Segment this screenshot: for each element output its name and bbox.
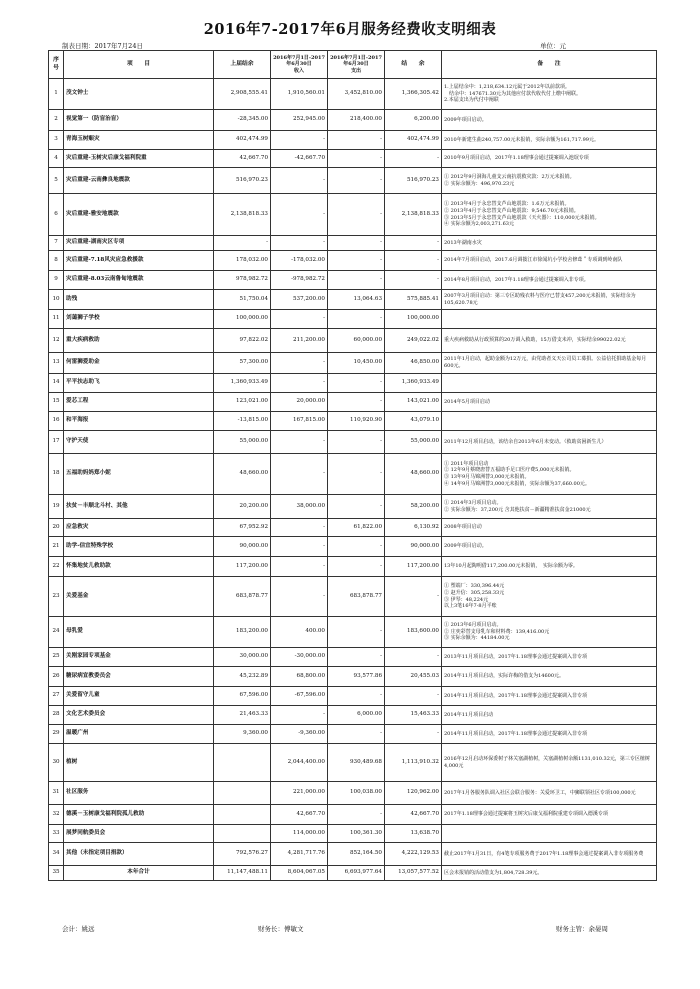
row-balance: 117,200.00 [385, 557, 442, 577]
row-note: 2009年项目启动。 [442, 537, 657, 557]
row-note: 2008年项目启动 [442, 519, 657, 537]
row-expense: - [328, 271, 385, 290]
row-item: 关爱基金 [64, 577, 214, 617]
row-note: 2011年1月启动，起助金额为12万元，由党助者义天公司员工募捐。公益信托捐助基金每月600元。 [442, 353, 657, 374]
table-row [49, 825, 657, 843]
row-balance: 58,200.00 [385, 495, 442, 519]
row-expense: 852,164.50 [328, 843, 385, 866]
row-balance: 6,130.92 [385, 519, 442, 537]
row-item: 茂文钟士 [64, 79, 214, 110]
row-prev-balance: 1,360,933.49 [214, 374, 271, 393]
row-balance: 2,138,818.33 [385, 194, 442, 236]
row-expense: - [328, 537, 385, 557]
row-balance: - [385, 251, 442, 271]
row-note: 区会未报销的活动借支为1,804,728.39元。 [442, 866, 657, 881]
row-prev-balance: 67,596.00 [214, 687, 271, 706]
row-no: 13 [49, 353, 64, 374]
row-prev-balance: 516,970.23 [214, 168, 271, 194]
table-row [49, 431, 657, 454]
header-row [49, 51, 657, 79]
row-note: 2016年12月启动环保委树子林关塞湖植树，关塞湖植树余额1131,010.32元，第三专区植树4,000元 [442, 744, 657, 782]
row-no: 29 [49, 725, 64, 744]
row-balance: - [385, 236, 442, 251]
row-note [442, 412, 657, 431]
row-expense: 93,577.86 [328, 667, 385, 687]
row-expense: - [328, 150, 385, 168]
row-expense: 100,038.00 [328, 782, 385, 805]
table-row [49, 353, 657, 374]
row-note: 截止2017年1月31日，有4笔专项服务费于2017年1.18理事会通过提案调入非专项服务费 [442, 843, 657, 866]
row-balance: 516,970.23 [385, 168, 442, 194]
table-row [49, 329, 657, 353]
row-expense: - [328, 310, 385, 329]
row-item: 重大疾病救助 [64, 329, 214, 353]
row-expense: 13,064.63 [328, 290, 385, 310]
row-item: 其他（未指定项目捐款） [64, 843, 214, 866]
table-row [49, 866, 657, 881]
row-balance: 90,000.00 [385, 537, 442, 557]
row-prev-balance: -28,345.00 [214, 110, 271, 131]
row-income: - [271, 519, 328, 537]
row-item: 灾后重建-云南彝良地震款 [64, 168, 214, 194]
row-expense: - [328, 557, 385, 577]
row-note: 2017年1月各服务队调入社区会联合服务：关爱环卫工，中狮联领社区专项100,000元 [442, 782, 657, 805]
row-expense: 61,822.00 [328, 519, 385, 537]
row-expense: - [328, 648, 385, 667]
row-income: -978,982.72 [271, 271, 328, 290]
row-prev-balance: 20,200.00 [214, 495, 271, 519]
row-note: 1.上届结余中：1,218,634.12元属于2012年以前款项。 结余中：147671.30元为其他应付款代收代付上缴中阐联。 2.本届支出为代付中阐联 [442, 79, 657, 110]
finance-table [48, 50, 657, 881]
row-expense: - [328, 251, 385, 271]
prepared-date: 制表日期：2017年7月24日 [62, 42, 143, 50]
row-item: 糖尿病宣教委员会 [64, 667, 214, 687]
row-note: 2014年8月项目启动，2017年1.18理事会通过提案调入非专项。 [442, 271, 657, 290]
row-no: 23 [49, 577, 64, 617]
row-income: - [271, 374, 328, 393]
row-expense: 60,000.00 [328, 329, 385, 353]
table-row [49, 687, 657, 706]
row-expense: 6,693,977.64 [328, 866, 385, 881]
supervisor-signature: 财务主管：余晏周 [556, 925, 608, 933]
table-row [49, 782, 657, 805]
row-prev-balance: - [214, 236, 271, 251]
row-expense: - [328, 194, 385, 236]
cashier-signature: 财务长：傅敏文 [258, 925, 304, 933]
table-row [49, 706, 657, 725]
row-expense: - [328, 374, 385, 393]
row-income: -42,667.70 [271, 150, 328, 168]
row-note: ① 2011年项目启动 ② 12年9月蔡晓唐替五福助手足口医疗费5,000元未报销。 ③ 13年9月马锦洲替3,000元未报销。 ④ 14年9月马锦洲替3,000元未报销，实际余额为37,660.00元。 [442, 454, 657, 495]
row-expense: - [328, 393, 385, 412]
row-note: ① 2014年3月项目启动。 ② 实际余额为：37,200元 含其他扶贫－新疆精准扶贫金21000元 [442, 495, 657, 519]
row-balance: - [385, 271, 442, 290]
header-prev-balance: 上届结余 [214, 51, 271, 79]
row-no: 2 [49, 110, 64, 131]
table-row [49, 251, 657, 271]
row-balance: 6,200.00 [385, 110, 442, 131]
row-income: - [271, 537, 328, 557]
row-balance: 183,600.00 [385, 617, 442, 648]
row-item: 文化艺术委员会 [64, 706, 214, 725]
row-item: 怀集地贫儿救助款 [64, 557, 214, 577]
row-balance: - [385, 577, 442, 617]
row-income: -9,360.00 [271, 725, 328, 744]
row-item: 灾后重建-湖南灾区专项 [64, 236, 214, 251]
row-income: - [271, 706, 328, 725]
row-income: 537,200.00 [271, 290, 328, 310]
row-prev-balance: 117,200.00 [214, 557, 271, 577]
row-no: 30 [49, 744, 64, 782]
row-balance: - [385, 687, 442, 706]
row-expense: - [328, 168, 385, 194]
row-income: 68,800.00 [271, 667, 328, 687]
row-income: 2,044,400.00 [271, 744, 328, 782]
row-item: 助残 [64, 290, 214, 310]
row-expense: - [328, 131, 385, 150]
row-no: 1 [49, 79, 64, 110]
row-prev-balance: 183,200.00 [214, 617, 271, 648]
row-item: 扶贫－丰顺北斗村、其他 [64, 495, 214, 519]
table-row [49, 194, 657, 236]
row-balance: 13,638.70 [385, 825, 442, 843]
row-note: 2014年11月项目启动，2017年1.18理事会通过提案调入非专项 [442, 725, 657, 744]
row-item: 展梦同航委员会 [64, 825, 214, 843]
row-income: 167,815.00 [271, 412, 328, 431]
row-no: 33 [49, 825, 64, 843]
table-row [49, 168, 657, 194]
table-row [49, 271, 657, 290]
row-item: 视觉第一（防盲治盲） [64, 110, 214, 131]
row-expense: 110,920.90 [328, 412, 385, 431]
table-row [49, 617, 657, 648]
row-item: 爱芯工程 [64, 393, 214, 412]
row-income: 252,945.00 [271, 110, 328, 131]
table-row [49, 667, 657, 687]
table-row [49, 519, 657, 537]
row-balance: 1,360,933.49 [385, 374, 442, 393]
row-note [442, 310, 657, 329]
table-row [49, 110, 657, 131]
table-row [49, 393, 657, 412]
row-prev-balance: 97,822.02 [214, 329, 271, 353]
row-item: 温暖广州 [64, 725, 214, 744]
row-income: - [271, 236, 328, 251]
row-item: 灾后重建-7.18风灾应急救援款 [64, 251, 214, 271]
row-prev-balance: 178,032.00 [214, 251, 271, 271]
table-row [49, 374, 657, 393]
row-expense: 930,489.68 [328, 744, 385, 782]
row-item: 青海玉树赈灾 [64, 131, 214, 150]
row-note: 2013年湖南水灾 [442, 236, 657, 251]
row-note: 2014年7月项目启动，2017.6月调拨江市徐闻坑小学校舍修葺＂专项调到岭南队 [442, 251, 657, 271]
row-prev-balance: 2,908,555.41 [214, 79, 271, 110]
row-no: 17 [49, 431, 64, 454]
table-body [49, 79, 657, 881]
row-no: 5 [49, 168, 64, 194]
row-item: 何雷狮爱助金 [64, 353, 214, 374]
row-balance: 143,021.00 [385, 393, 442, 412]
row-expense: - [328, 725, 385, 744]
row-prev-balance: 57,300.00 [214, 353, 271, 374]
table-row [49, 744, 657, 782]
row-balance: 43,079.10 [385, 412, 442, 431]
row-income: - [271, 557, 328, 577]
row-balance: 402,474.99 [385, 131, 442, 150]
row-no: 12 [49, 329, 64, 353]
row-no: 21 [49, 537, 64, 557]
row-prev-balance: 402,474.99 [214, 131, 271, 150]
row-note: 13年10月起陶明借117,200.00元未报销， 实际余额为零。 [442, 557, 657, 577]
row-income: 42,667.70 [271, 805, 328, 825]
row-item: 母乳爱 [64, 617, 214, 648]
row-no: 24 [49, 617, 64, 648]
row-no: 3 [49, 131, 64, 150]
row-income: - [271, 168, 328, 194]
row-expense: 218,400.00 [328, 110, 385, 131]
row-note: 2014年11月项目启动 [442, 706, 657, 725]
row-prev-balance: 67,952.92 [214, 519, 271, 537]
row-income: -67,596.00 [271, 687, 328, 706]
row-income: 211,200.00 [271, 329, 328, 353]
row-item: 社区服务 [64, 782, 214, 805]
row-income: - [271, 431, 328, 454]
row-expense: - [328, 454, 385, 495]
row-income: 20,000.00 [271, 393, 328, 412]
row-balance: 46,850.00 [385, 353, 442, 374]
page-title: 2016年7-2017年6月服务经费收支明细表 [203, 21, 497, 38]
row-note: 2010年新建生曲240,757.00元未报销，实际余额为161,717.99元。 [442, 131, 657, 150]
row-item: 灾后重建-8.03云南鲁甸地震款 [64, 271, 214, 290]
row-item: 关爱留守儿童 [64, 687, 214, 706]
row-note: ① 2012年9月洞海儿童支云南抗震救灾款：2万元未报销。 ② 实际余额为：496,970.23元 [442, 168, 657, 194]
table-row [49, 236, 657, 251]
row-note [442, 374, 657, 393]
row-note [442, 825, 657, 843]
row-item: 刘蔼狮子学校 [64, 310, 214, 329]
row-balance: 15,463.33 [385, 706, 442, 725]
row-income: 1,910,560.01 [271, 79, 328, 110]
row-no: 19 [49, 495, 64, 519]
row-balance: 20,455.03 [385, 667, 442, 687]
row-income: 400.00 [271, 617, 328, 648]
row-expense: - [328, 617, 385, 648]
row-income: 221,000.00 [271, 782, 328, 805]
row-no: 11 [49, 310, 64, 329]
row-note: 2010年9月项目启动，2017年1.18理事会通过提案调入池氓专项 [442, 150, 657, 168]
header-income: 2016年7月1日-2017年6月30日 收入 [271, 51, 328, 79]
table-row [49, 577, 657, 617]
row-prev-balance: 792,576.27 [214, 843, 271, 866]
row-prev-balance: 2,138,818.33 [214, 194, 271, 236]
row-balance: 120,962.00 [385, 782, 442, 805]
row-income: 4,281,717.76 [271, 843, 328, 866]
row-balance: 249,022.02 [385, 329, 442, 353]
unit-label: 单位：元 [540, 42, 566, 50]
table-row [49, 310, 657, 329]
row-balance: 42,667.70 [385, 805, 442, 825]
row-item: 助学-信宜特殊学校 [64, 537, 214, 557]
row-note: 2013年11月项目启动，2017年1.18理事会通过提案调入非专项 [442, 648, 657, 667]
row-note: 2014年11月项目启动，2017年1.18理事会通过提案调入非专项 [442, 687, 657, 706]
row-prev-balance: 21,463.33 [214, 706, 271, 725]
row-prev-balance: 100,000.00 [214, 310, 271, 329]
header-item: 项 目 [64, 51, 214, 79]
row-note: 2014年11月项目启动，实际许梅的借支为14600元。 [442, 667, 657, 687]
row-expense: - [328, 431, 385, 454]
row-note: ① 2013年6月项目启动。 ② 庄奕彩替支母乳车和材料费：139,416.00元 ③ 实际余额为：44184.00元 [442, 617, 657, 648]
row-no: 22 [49, 557, 64, 577]
row-prev-balance: -13,815.00 [214, 412, 271, 431]
row-no: 20 [49, 519, 64, 537]
row-prev-balance: 90,000.00 [214, 537, 271, 557]
row-balance: 1,113,910.32 [385, 744, 442, 782]
row-expense: - [328, 236, 385, 251]
header-expense: 2016年7月1日-2017年6月30日 支出 [328, 51, 385, 79]
row-prev-balance: 51,750.04 [214, 290, 271, 310]
row-item: 灾后重建-雅安地震款 [64, 194, 214, 236]
row-balance: 575,885.41 [385, 290, 442, 310]
row-balance: - [385, 648, 442, 667]
row-prev-balance: 9,360.00 [214, 725, 271, 744]
row-prev-balance: 978,982.72 [214, 271, 271, 290]
table-row [49, 557, 657, 577]
row-item: 五福助妈妈郑小妮 [64, 454, 214, 495]
row-prev-balance [214, 782, 271, 805]
row-income: 114,000.00 [271, 825, 328, 843]
table-row [49, 495, 657, 519]
row-no: 32 [49, 805, 64, 825]
row-item: 关刚家园专项基金 [64, 648, 214, 667]
row-prev-balance: 683,878.77 [214, 577, 271, 617]
table-row [49, 805, 657, 825]
row-item: 灾后重建-玉树灾后康戈福利院重 [64, 150, 214, 168]
table-row [49, 79, 657, 110]
header-balance: 结 余 [385, 51, 442, 79]
row-balance: - [385, 150, 442, 168]
row-note: 2007年3月项目启动：第三专区助残衣料与医疗已替支457,200元未报销，实际结余为105,620.78元 [442, 290, 657, 310]
row-expense: 3,452,810.00 [328, 79, 385, 110]
row-note: 2014年5月项目启动 [442, 393, 657, 412]
row-no: 35 [49, 866, 64, 881]
accountant-signature: 会计：姚远 [62, 925, 95, 933]
row-no: 6 [49, 194, 64, 236]
table-row [49, 725, 657, 744]
row-item: 守护天使 [64, 431, 214, 454]
row-prev-balance: 11,147,488.11 [214, 866, 271, 881]
row-item: 本年合计 [64, 866, 214, 881]
row-balance: - [385, 725, 442, 744]
row-no: 16 [49, 412, 64, 431]
row-note: ① 2013年4月于永忠替支芦山地震款：1.6万元未报销。 ② 2013年4月于永忠替支芦山地震款：9,546.70元未报销。 ③ 2013年5月于永忠替支芦山地震款（天火器）：110,000元未报销。 ④ 实际余额为2,003,271.63元 [442, 194, 657, 236]
table-row [49, 150, 657, 168]
row-expense: - [328, 805, 385, 825]
row-expense: 683,878.77 [328, 577, 385, 617]
row-income: -30,000.00 [271, 648, 328, 667]
row-prev-balance: 55,000.00 [214, 431, 271, 454]
row-no: 15 [49, 393, 64, 412]
header-note: 备 注 [442, 51, 657, 79]
row-no: 10 [49, 290, 64, 310]
table-row [49, 131, 657, 150]
row-no: 9 [49, 271, 64, 290]
row-income: -178,032.00 [271, 251, 328, 271]
row-no: 26 [49, 667, 64, 687]
row-no: 25 [49, 648, 64, 667]
table-row [49, 454, 657, 495]
row-income: - [271, 310, 328, 329]
row-income: - [271, 353, 328, 374]
row-no: 18 [49, 454, 64, 495]
row-prev-balance: 42,667.70 [214, 150, 271, 168]
row-item: 德溪－玉树康戈福利院孤儿救助 [64, 805, 214, 825]
row-expense: - [328, 495, 385, 519]
row-note: 2017年1.18理事会通过提案将玉树灾后康戈福利院重建专项调入德溪专项 [442, 805, 657, 825]
row-item: 和平海报 [64, 412, 214, 431]
row-prev-balance [214, 805, 271, 825]
row-item: 植树 [64, 744, 214, 782]
row-no: 34 [49, 843, 64, 866]
table-row [49, 843, 657, 866]
row-note: 2011年12月项目启动，该结余自2013年6月未变动。（救助贫困新生儿） [442, 431, 657, 454]
row-balance: 55,000.00 [385, 431, 442, 454]
row-expense: 6,000.00 [328, 706, 385, 725]
row-income: - [271, 454, 328, 495]
table-row [49, 648, 657, 667]
row-income: - [271, 131, 328, 150]
row-income: 38,000.00 [271, 495, 328, 519]
row-expense: - [328, 687, 385, 706]
table-row [49, 290, 657, 310]
row-balance: 13,057,577.52 [385, 866, 442, 881]
row-prev-balance: 123,021.00 [214, 393, 271, 412]
row-no: 8 [49, 251, 64, 271]
row-income: - [271, 194, 328, 236]
row-prev-balance: 45,232.89 [214, 667, 271, 687]
row-no: 28 [49, 706, 64, 725]
row-prev-balance [214, 744, 271, 782]
row-item: 平平扶志助飞 [64, 374, 214, 393]
row-balance: 4,222,129.53 [385, 843, 442, 866]
row-no: 7 [49, 236, 64, 251]
row-no: 14 [49, 374, 64, 393]
row-balance: 48,660.00 [385, 454, 442, 495]
row-item: 应急救灾 [64, 519, 214, 537]
row-expense: 100,361.30 [328, 825, 385, 843]
row-no: 31 [49, 782, 64, 805]
table-row [49, 412, 657, 431]
row-no: 27 [49, 687, 64, 706]
row-balance: 1,366,305.42 [385, 79, 442, 110]
table-row [49, 537, 657, 557]
row-expense: 10,450.00 [328, 353, 385, 374]
row-prev-balance: 30,000.00 [214, 648, 271, 667]
header-no: 序号 [49, 51, 64, 79]
row-income: - [271, 577, 328, 617]
row-income: 8,604,067.05 [271, 866, 328, 881]
row-no: 4 [49, 150, 64, 168]
row-note: ① 塑端厂：330,396.44元 ② 赵升信：305,258.33元 ③ 伊琴：48,224元 以上3笔16年7-8月平账 [442, 577, 657, 617]
row-prev-balance [214, 825, 271, 843]
row-prev-balance: 48,660.00 [214, 454, 271, 495]
row-note: 2009年项目启动。 [442, 110, 657, 131]
row-note: 重大疾病救助从行政预算的20万调入救助，15万借支未冲，实际结余99022.02元 [442, 329, 657, 353]
row-balance: 100,000.00 [385, 310, 442, 329]
